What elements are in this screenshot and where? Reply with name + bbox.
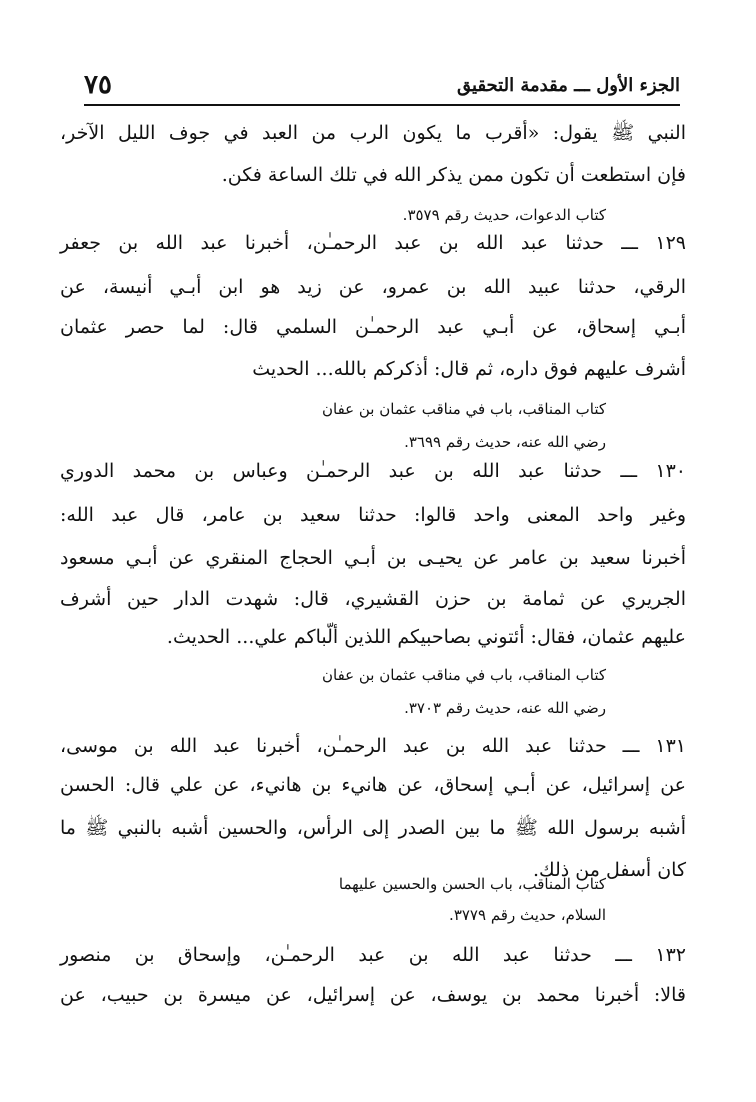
source-note: السلام، حديث رقم ٣٧٧٩. xyxy=(449,906,606,924)
hadith-line: كان أسفل من ذلك. xyxy=(532,859,686,881)
source-note: كتاب المناقب، باب في مناقب عثمان بن عفان xyxy=(321,400,606,418)
hadith-line: الجريري عن ثمامة بن حزن القشيري، قال: شهدت الدار حين أشرف xyxy=(60,588,686,610)
text-line: النبي ﷺ يقول: «أقرب ما يكون الرب من العبد في جوف الليل الآخر، xyxy=(60,122,686,144)
hadith-line: ١٣٠ ـــ حدثنا عبد الله بن عبد الرحمـٰن وعباس بن محمد الدوري xyxy=(60,460,686,482)
hadith-line: أخبرنا سعيد بن عامر عن يحيـى بن أبـي الحجاج المنقري عن أبـي مسعود xyxy=(60,547,686,569)
source-note: رضي الله عنه، حديث رقم ٣٧٠٣. xyxy=(404,699,606,717)
page-number: ٧٥ xyxy=(84,70,112,100)
source-note: كتاب المناقب، باب الحسن والحسين عليهما xyxy=(338,875,606,893)
hadith-line: ١٣٢ ـــ حدثنا عبد الله بن عبد الرحمـٰن، وإسحاق بن منصور xyxy=(60,944,686,966)
hadith-line: أشبه برسول الله ﷺ ما بين الصدر إلى الرأس، والحسين أشبه بالنبي ﷺ ما xyxy=(60,817,686,839)
hadith-line: قالا: أخبرنا محمد بن يوسف، عن إسرائيل، عن ميسرة بن حبيب، عن xyxy=(60,984,686,1006)
hadith-line: ١٢٩ ـــ حدثنا عبد الله بن عبد الرحمـٰن، أخبرنا عبد الله بن جعفر xyxy=(60,232,686,254)
source-note: كتاب المناقب، باب في مناقب عثمان بن عفان xyxy=(321,666,606,684)
hadith-line: أبـي إسحاق، عن أبـي عبد الرحمـٰن السلمي قال: لما حصر عثمان xyxy=(60,316,686,338)
page-header xyxy=(84,70,680,100)
hadith-line: عن إسرائيل، عن أبـي إسحاق، عن هانيء بن هانيء، عن علي قال: الحسن xyxy=(60,774,686,796)
hadith-line: الرقي، حدثنا عبيد الله بن عمرو، عن زيد هو ابن أبـي أنيسة، عن xyxy=(60,276,686,298)
source-note: كتاب الدعوات، حديث رقم ٣٥٧٩. xyxy=(402,206,606,224)
hadith-line: وغير واحد المعنى واحد قالوا: حدثنا سعيد بن عامر، قال عبد الله: xyxy=(60,504,686,526)
hadith-line: أشرف عليهم فوق داره، ثم قال: أذكركم بالله... الحديث xyxy=(252,358,686,380)
hadith-line: عليهم عثمان، فقال: أئتوني بصاحبيكم اللذين ألّباكم علي... الحديث. xyxy=(166,626,686,648)
source-note: رضي الله عنه، حديث رقم ٣٦٩٩. xyxy=(404,433,606,451)
text-line: فإن استطعت أن تكون ممن يذكر الله في تلك الساعة فكن. xyxy=(221,164,686,186)
hadith-line: ١٣١ ـــ حدثنا عبد الله بن عبد الرحمـٰن، أخبرنا عبد الله بن موسى، xyxy=(60,735,686,757)
running-title: الجزء الأول ـــ مقدمة التحقيق xyxy=(457,75,680,96)
header-rule xyxy=(84,104,680,106)
